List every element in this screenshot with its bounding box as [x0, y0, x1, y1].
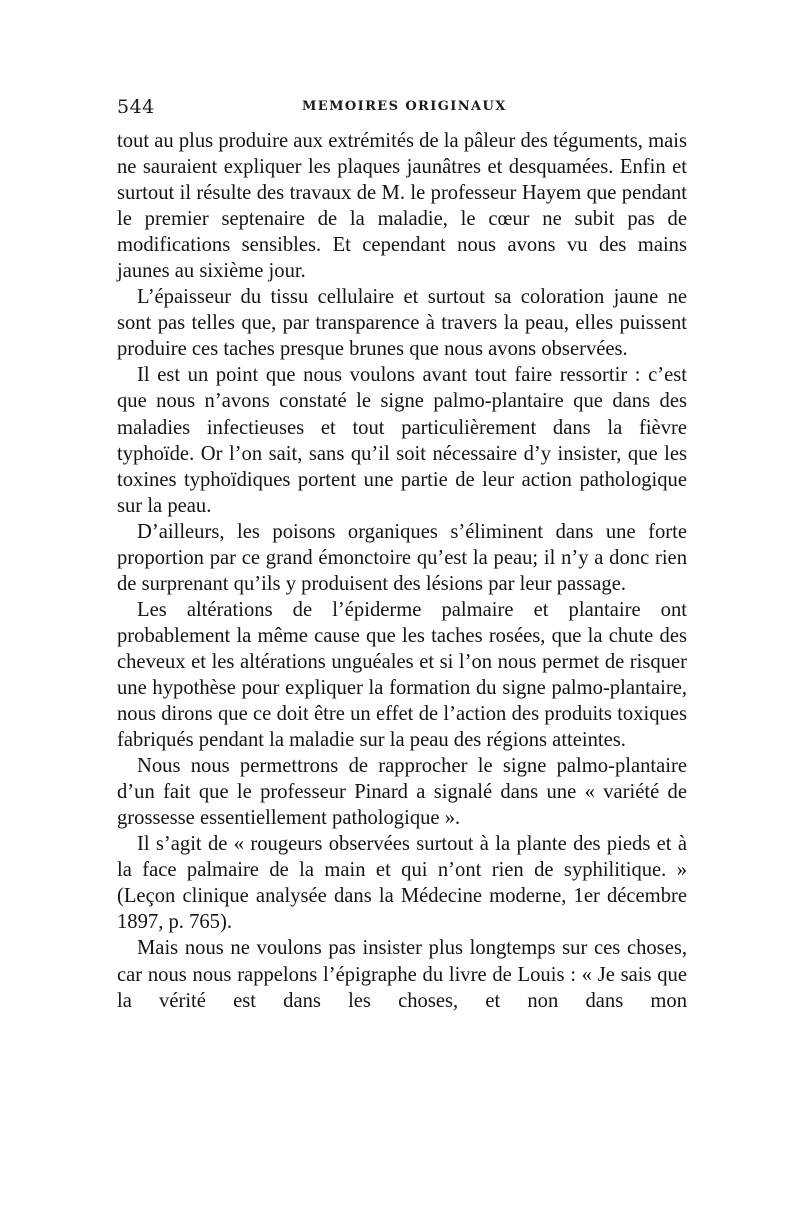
paragraph-5: Les altérations de l’épiderme palmaire et plantaire ont probablement la même cause que les taches rosées, que la chute des cheveux et les altérations unguéales et si l’on nous permet de risquer une hypothèse pour expliquer la formation du signe palmo-plantaire, nous dirons que ce doit être un effet de l’action des produits toxiques fabriqués pendant la maladie sur la peau des régions atteintes.: [117, 598, 687, 752]
article-body: [117, 128, 687, 1014]
paragraph-1: tout au plus produire aux extrémités de la pâleur des téguments, mais ne sauraient expliquer les plaques jaunâtres et desquamées. Enfin et surtout il résulte des travaux de M. le professeur Hayem que pendant le premier septenaire de la maladie, le cœur ne subit pas de modifications sensibles. Et cependant nous avons vu des mains jaunes au sixième jour.: [117, 130, 687, 283]
running-head: [117, 96, 687, 118]
paragraph-6: Nous nous permettrons de rapprocher le signe palmo-plantaire d’un fait que le professeur Pinard a signalé dans une « variété de grossesse essentiellement pathologique ».: [117, 755, 687, 830]
paragraph-3: Il est un point que nous voulons avant tout faire ressortir : c’est que nous n’avons constaté le signe palmo-plantaire que dans des maladies infectieuses et tout particulièrement dans la fièvre typhoïde. Or l’on sait, sans qu’il soit nécessaire d’y insister, que les toxines typhoïdiques portent une partie de leur action pathologique sur la peau.: [117, 364, 687, 517]
paragraph-7: Il s’agit de « rougeurs observées surtout à la plante des pieds et à la face palmaire de la main et qui n’ont rien de syphilitique. » (Leçon clinique analysée dans la Médecine moderne, 1er décembre 1897, p. 765).: [117, 833, 687, 934]
page-number: 544: [117, 96, 155, 118]
paragraph-2: L’épaisseur du tissu cellulaire et surtout sa coloration jaune ne sont pas telles que, par transparence à travers la peau, elles puissent produire ces taches presque brunes que nous avons observées.: [117, 286, 687, 361]
paragraph-8: Mais nous ne voulons pas insister plus longtemps sur ces choses, car nous nous rappelons l’épigraphe du livre de Louis : « Je sais que la vérité est dans les choses, et non dans mon: [117, 937, 687, 1012]
running-title: MEMOIRES ORIGINAUX: [302, 99, 507, 114]
paragraph-4: D’ailleurs, les poisons organiques s’éliminent dans une forte proportion par ce grand émonctoire qu’est la peau; il n’y a donc rien de surprenant qu’ils y produisent des lésions par leur passage.: [117, 520, 687, 595]
